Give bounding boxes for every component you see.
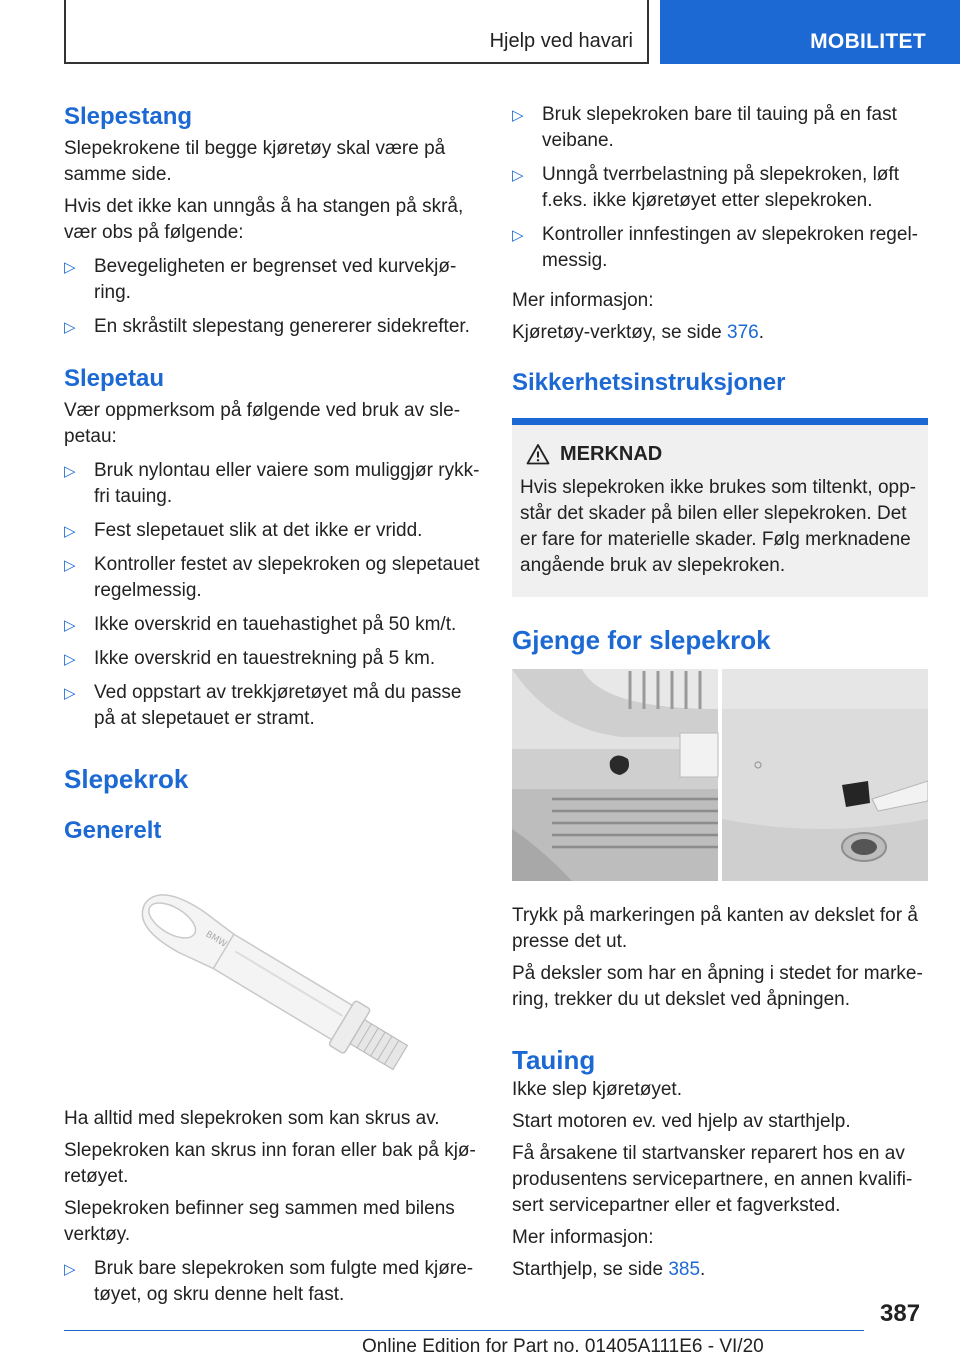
list-item: ▷ Unngå tverrbelastning på slepekroken, løft f.eks. ikke kjøretøyet etter slepekroken. [512,164,899,211]
warning-icon [526,443,550,465]
triangle-bullet-icon: ▷ [512,167,524,184]
triangle-bullet-icon: ▷ [512,227,524,244]
triangle-bullet-icon: ▷ [64,319,76,336]
page-number: 387 [880,1300,921,1327]
triangle-bullet-icon: ▷ [64,557,76,574]
paragraph: Hvis det ikke kan unngås å ha stangen på skrå, vær obs på følgende: [64,196,464,243]
heading-tauing: Tauing [512,1045,596,1075]
subheading-generelt: Generelt [64,817,162,844]
header-chapter-label: MOBILITET [810,30,926,53]
header-section-box [64,0,649,64]
paragraph: Vær oppmerksom på følgende ved bruk av slepetau: [64,400,461,447]
bullet-list [64,254,480,340]
list-item: ▷ Bruk bare slepekroken som fulgte med kjøretøyet, og skru denne helt fast. [64,1258,474,1305]
triangle-bullet-icon: ▷ [64,651,76,668]
list-item: ▷ Ikke overskrid en tauestrekning på 5 km. [64,646,480,672]
paragraph: Slepekroken kan skrus inn foran eller bak på kjøretøyet. [64,1140,476,1187]
note-accent-bar [512,418,928,425]
bullet-list [64,458,480,732]
heading-slepekrok: Slepekrok [64,764,189,794]
page-link[interactable]: 376 [727,322,759,343]
more-info-label: Mer informasjon: [512,1227,654,1248]
bullet-list [64,1256,480,1308]
paragraph: Start motoren ev. ved hjelp av starthjelp. [512,1111,851,1132]
triangle-bullet-icon: ▷ [64,617,76,634]
triangle-bullet-icon: ▷ [64,463,76,480]
cross-reference: Starthjelp, se side 385. [512,1259,706,1280]
list-item: ▷ Ikke overskrid en tauehastighet på 50 km/t. [64,612,480,638]
svg-text:BMW: BMW [203,929,229,950]
list-item: ▷ Bruk slepekroken bare til tauing på en fast veibane. [512,104,897,151]
list-item: ▷ Kontroller festet av slepekroken og slepetauet regelmessig. [64,554,480,601]
list-item: ▷ Kontroller innfestingen av slepekroken regelmessig. [512,224,918,271]
right-column [512,102,928,1283]
header-section-title: Hjelp ved havari [489,30,633,52]
tow-hook-illustration [64,864,480,1084]
page-link[interactable]: 385 [668,1259,701,1280]
header-chapter-tab [660,0,960,64]
footer-divider [64,1330,864,1331]
heading-slepetau: Slepetau [64,365,165,392]
heading-slepestang: Slepestang [64,103,193,130]
paragraph: Ikke slep kjøretøyet. [512,1079,682,1100]
paragraph: Få årsakene til startvansker reparert hos en av produsentens servicepartnere, en annen kvalifisert servicepartner eller et fagverksted. [512,1143,913,1216]
paragraph: På deksler som har en åpning i stedet for markering, trekker du ut dekslet ved åpningen. [512,963,923,1010]
paragraph: Slepekroken befinner seg sammen med bilens verktøy. [64,1198,455,1245]
paragraph: Trykk på markeringen på kanten av dekslet for å presse det ut. [512,905,918,952]
note-heading: MERKNAD [560,441,920,467]
cross-reference: Kjøretøy-verktøy, se side 376. [512,322,764,343]
left-column [64,102,480,1308]
bullet-list [512,102,928,274]
towing-eye-cover-photos [512,669,928,881]
heading-gjenge-for-slepekrok: Gjenge for slepekrok [512,625,771,655]
note-box [512,425,928,597]
heading-sikkerhetsinstruksjoner: Sikkerhetsinstruksjoner [512,369,786,396]
triangle-bullet-icon: ▷ [64,523,76,540]
more-info-label: Mer informasjon: [512,290,654,311]
triangle-bullet-icon: ▷ [64,685,76,702]
footer-edition: Online Edition for Part no. 01405A111E6 - VI/20 [362,1336,764,1357]
triangle-bullet-icon: ▷ [64,1261,76,1278]
list-item: ▷ Fest slepetauet slik at det ikke er vridd. [64,518,480,544]
list-item: ▷ Bevegeligheten er begrenset ved kurvekjøring. [64,256,457,303]
list-item: ▷ Ved oppstart av trekkjøretøyet må du passe på at slepetauet er stramt. [64,682,462,729]
triangle-bullet-icon: ▷ [512,107,524,124]
paragraph: Ha alltid med slepekroken som kan skrus av. [64,1108,440,1129]
triangle-bullet-icon: ▷ [64,259,76,276]
note-text: Hvis slepekroken ikke brukes som tiltenkt, oppstår det skader på bilen eller slepekroken. Det er fare for materielle skader. Følg merknadene angående bruk av slepekroken. [520,477,916,576]
paragraph: Slepekrokene til begge kjøretøy skal være på samme side. [64,138,446,185]
list-item: ▷ Bruk nylontau eller vaiere som muliggjør rykkfri tauing. [64,460,480,507]
list-item: ▷ En skråstilt slepestang genererer sidekrefter. [64,314,480,340]
